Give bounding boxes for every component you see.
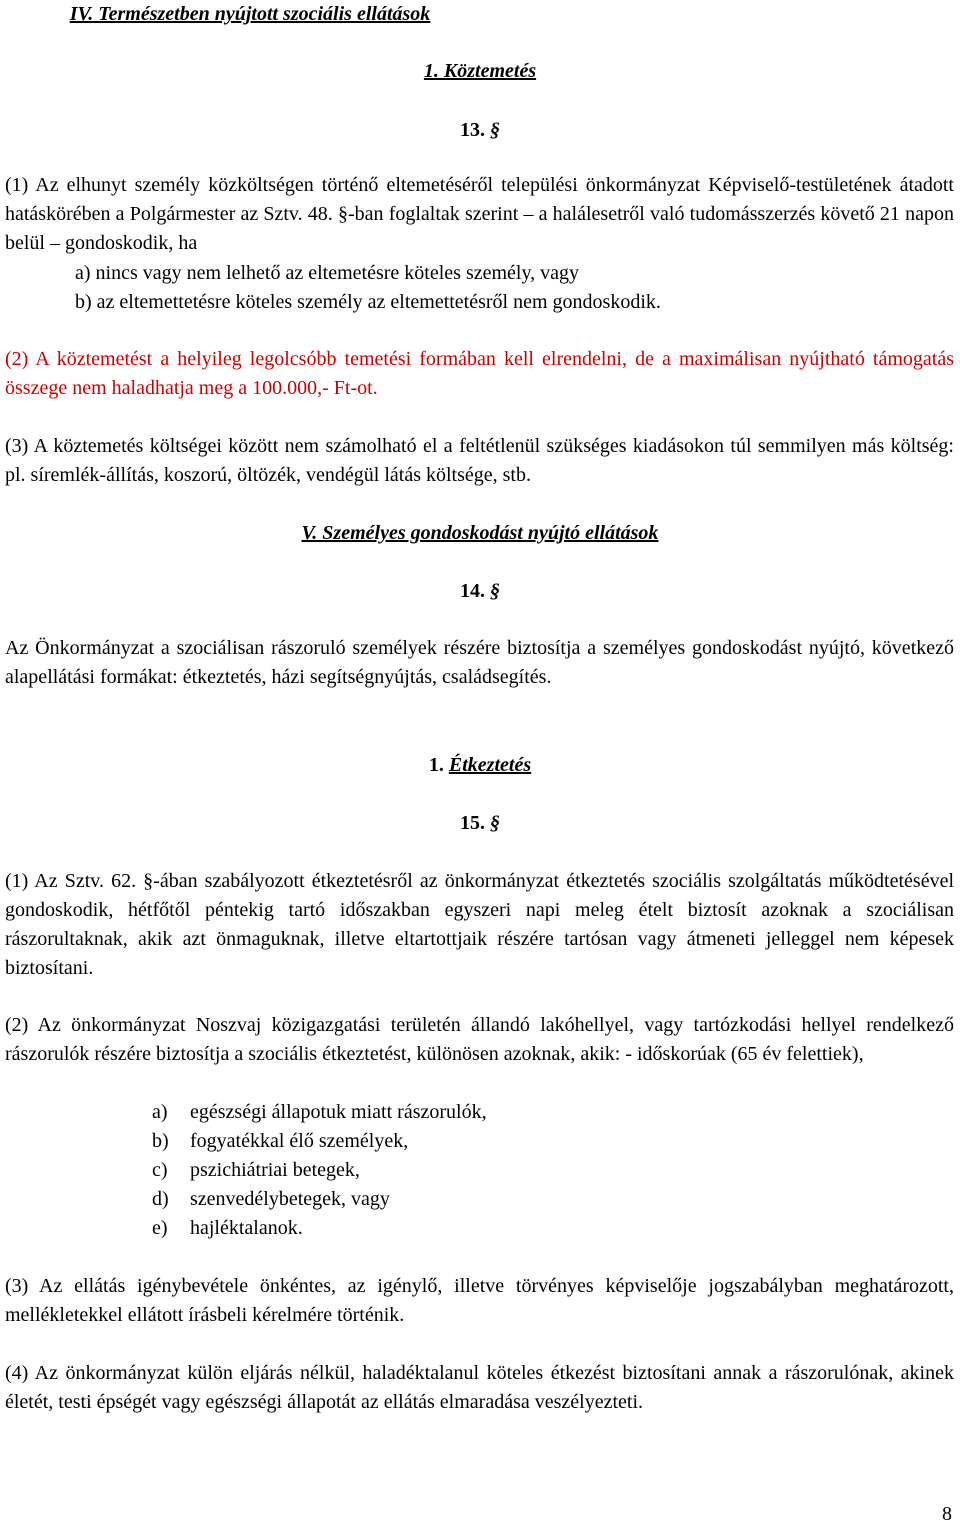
- p13-2: (2) A köztemetést a helyileg legolcsóbb temetési formában kell elrendelni, de a maximálisan nyújtható támogatás összege nem haladhatja meg a 100.000,- Ft-ot.: [5, 348, 954, 399]
- p15-4: (4) Az önkormányzat külön eljárás nélkül, haladéktalanul köteles étkezést biztosítani annak a rászorulónak, akinek életét, testi épségét vagy egészségi állapotát az ellátás elmaradása veszélyezteti.: [5, 1362, 954, 1413]
- page-number: 8: [942, 1503, 952, 1525]
- p13-1b: b) az eltemettetésre köteles személy az eltemettetésről nem gondoskodik.: [75, 291, 661, 313]
- subheading-number: 1.: [428, 754, 444, 776]
- heading-iv: IV. Természetben nyújtott szociális ellátások: [69, 3, 431, 25]
- p13-1: (1) Az elhunyt személy közköltségen történő eltemetéséről települési önkormányzat Képviselő-testületének átadott hatáskörében a Polgármester az Sztv. 48. §-ban foglaltak szerint – a halálesetről való tudomásszerzés követő 21 napon belül – gondoskodik, ha: [5, 174, 954, 254]
- section-sign: §: [490, 812, 500, 834]
- p14: Az Önkormányzat a szociálisan rászoruló személyek részére biztosítja a személyes gondoskodást nyújtó, következő alapellátási formákat: étkeztetés, házi segítségnyújtás, családsegítés.: [5, 637, 954, 688]
- p15-1: (1) Az Sztv. 62. §-ában szabályozott étkeztetésről az önkormányzat étkeztetés szociális szolgáltatás működtetésével gondoskodik, hétfőtől péntekig tartó időszakban egyszeri napi meleg ételt biztosít azoknak a szociálisan rászorultaknak, akik azt önmaguknak, illetve eltartottjaik részére tartósan vagy átmeneti jelleggel nem képesek biztosítani.: [5, 870, 954, 979]
- subheading-title: Étkeztetés: [448, 754, 532, 776]
- paragraph-number: 15.: [460, 812, 485, 834]
- paragraph-14-heading: [0, 577, 960, 606]
- section-sign: §: [490, 119, 500, 141]
- subheading-koztemetes: 1. Köztemetés: [423, 60, 537, 82]
- paragraph-15-heading: [0, 809, 960, 838]
- subheading-etkeztetes: [0, 751, 960, 780]
- paragraph-number: 13.: [460, 119, 485, 141]
- list-item: a) egészségi állapotuk miatt rászorulók,: [152, 1101, 487, 1123]
- list-item: c) pszichiátriai betegek,: [152, 1159, 360, 1181]
- p13-3: (3) A köztemetés költségei között nem számolható el a feltétlenül szükséges kiadásokon túl semmilyen más költség: pl. síremlék-állítás, koszorú, öltözék, vendégül látás költsége, stb.: [5, 435, 954, 486]
- paragraph-13-heading: [0, 116, 960, 145]
- p15-3: (3) Az ellátás igénybevétele önkéntes, az igénylő, illetve törvényes képviselője jogszabályban meghatározott, mellékletekkel ellátott írásbeli kérelmére történik.: [5, 1275, 954, 1326]
- p13-1a: a) nincs vagy nem lelhető az eltemetésre köteles személy, vagy: [75, 262, 580, 284]
- list-item: b) fogyatékkal élő személyek,: [152, 1130, 409, 1152]
- paragraph-number: 14.: [460, 580, 485, 602]
- heading-v: V. Személyes gondoskodást nyújtó ellátások: [301, 522, 659, 544]
- p15-2: (2) Az önkormányzat Noszvaj közigazgatási területén állandó lakóhellyel, vagy tartózkodási hellyel rendelkező rászorulók részére biztosítja a szociális étkeztetést, különösen azoknak, akik: - időskorúak (65 év felettiek),: [5, 1014, 954, 1065]
- list-item: d) szenvedélybetegek, vagy: [152, 1188, 390, 1210]
- list-item: e) hajléktalanok.: [152, 1217, 303, 1239]
- section-sign: §: [490, 580, 500, 602]
